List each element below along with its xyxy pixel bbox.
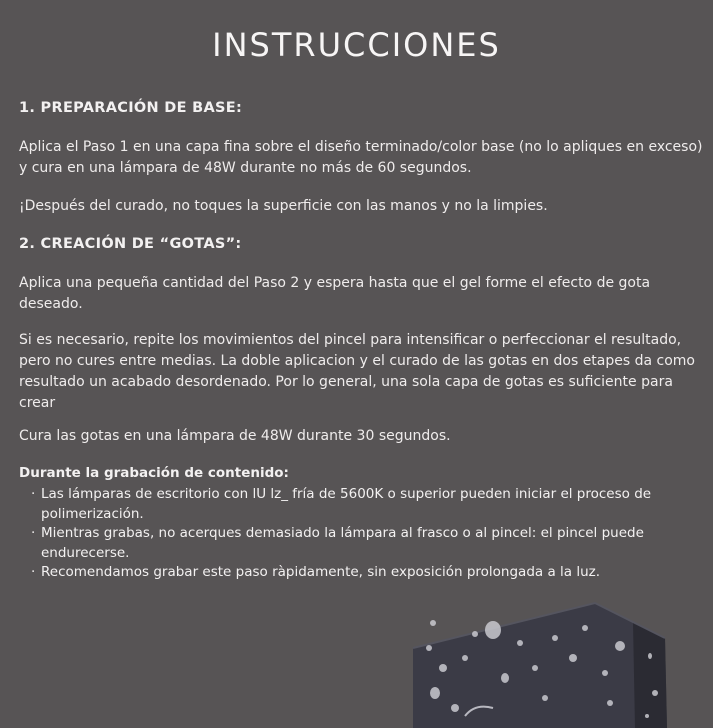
section-1-heading: 1. PREPARACIÓN DE BASE: (19, 100, 243, 116)
page-title: INSTRUCCIONES (212, 26, 501, 64)
section-2-heading: 2. CREACIÓN DE “GOTAS”: (19, 236, 242, 252)
list-item-text: Las lámparas de escritorio con lU lz_ fría de 5600K o superior pueden iniciar el proceso de polimerización. (41, 486, 652, 522)
section-2-paragraph-3: Cura las gotas en una lámpara de 48W durante 30 segundos. (19, 428, 451, 444)
list-item: · Las lámparas de escritorio con lU lz_ fría de 5600K o superior pueden iniciar el proceso de polimerización. (31, 486, 652, 522)
list-item-text: Recomendamos grabar este paso ràpidamente, sin exposición prolongada a la luz. (41, 564, 601, 580)
list-item-text: Mientras grabas, no acerques demasiado la lámpara al frasco o al pincel: el pincel puede endurecerse. (41, 525, 644, 561)
section-2-paragraph-2: Si es necesario, repite los movimientos del pincel para intensificar o perfeccionar el resultado, pero no cures entre medias. La doble aplicacion y el curado de las gotas en dos etapes da como resultado un acabado desordenado. Por lo general, una sola capa de gotas es suficiente para crear (19, 332, 695, 411)
list-item: · Mientras grabas, no acerques demasiado la lámpara al frasco o al pincel: el pincel puede endurecerse. (31, 525, 644, 561)
box-front-face (413, 603, 667, 728)
recording-tips-list (31, 485, 701, 583)
section-2-paragraph-1: Aplica una pequeña cantidad del Paso 2 y espera hasta que el gel forme el efecto de gota deseado. (19, 275, 651, 312)
box-side-face (633, 622, 667, 728)
product-box-image (405, 598, 695, 728)
recording-heading: Durante la grabación de contenido: (19, 465, 289, 481)
list-item: · Recomendamos grabar este paso ràpidamente, sin exposición prolongada a la luz. (31, 564, 601, 580)
section-1-paragraph-2: ¡Después del curado, no toques la superficie con las manos y no la limpies. (19, 198, 548, 214)
section-1-paragraph-1: Aplica el Paso 1 en una capa fina sobre el diseño terminado/color base (no lo apliques en exceso) y cura en una lámpara de 48W durante no más de 60 segundos. (19, 139, 703, 176)
